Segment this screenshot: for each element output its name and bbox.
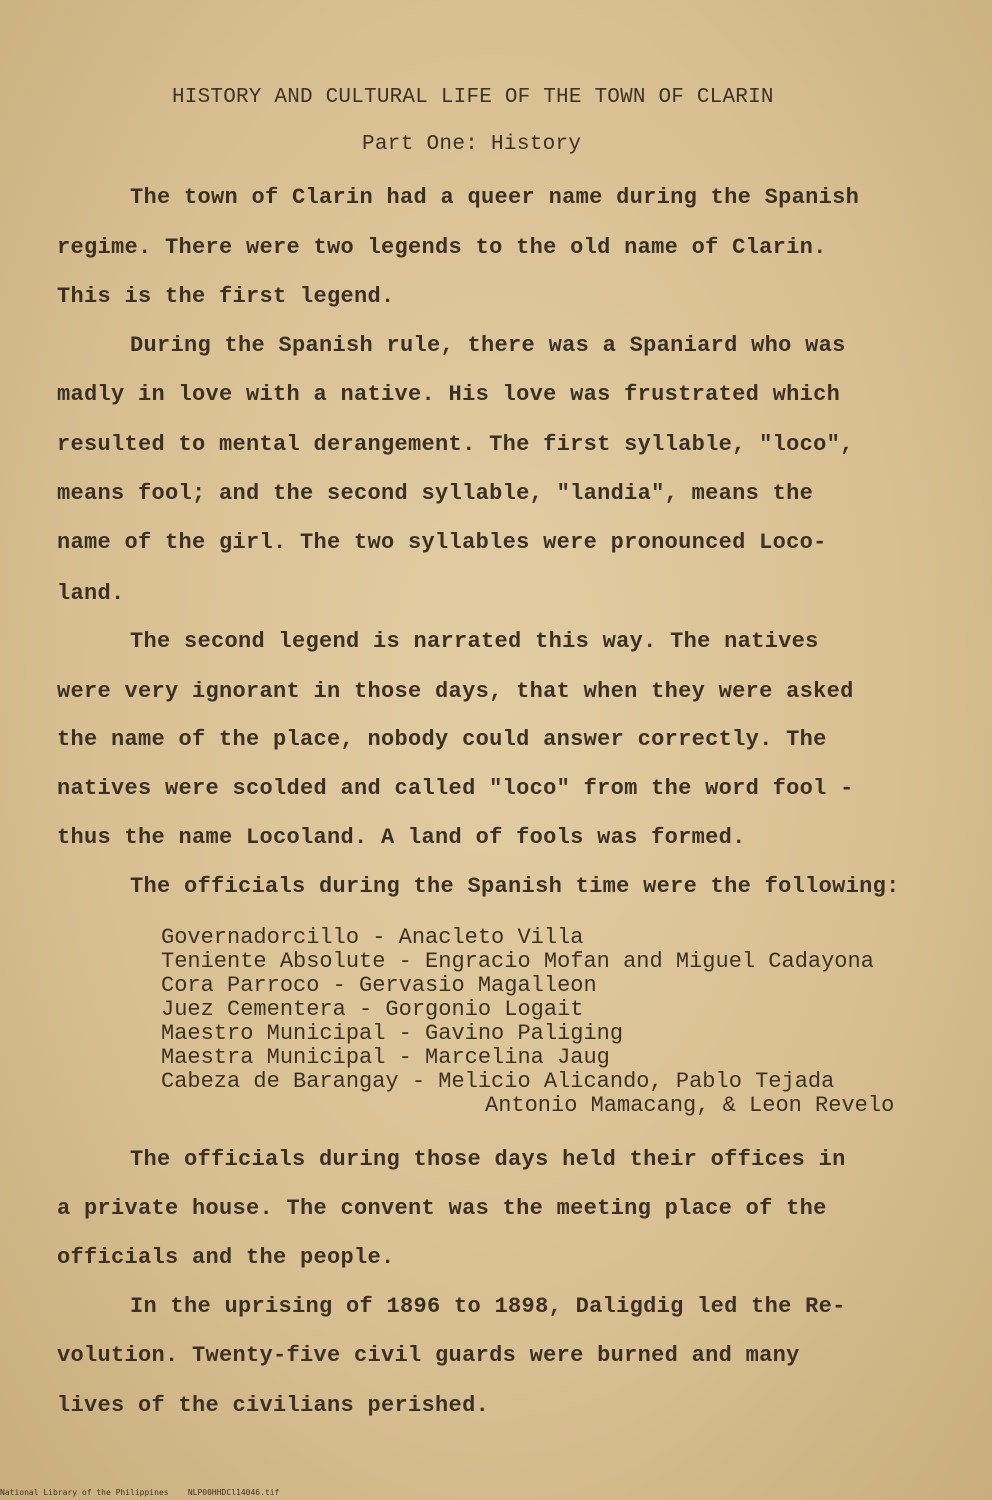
text-line: regime. There were two legends to the old name of Clarin. xyxy=(57,235,827,260)
text-line: officials and the people. xyxy=(57,1245,395,1270)
list-item: Juez Cementera - Gorgonio Logait xyxy=(161,997,584,1022)
text-line: During the Spanish rule, there was a Spaniard who was xyxy=(130,333,846,358)
text-line: name of the girl. The two syllables were pronounced Loco- xyxy=(57,530,827,555)
text-line: were very ignorant in those days, that when they were asked xyxy=(57,679,854,704)
text-line: The town of Clarin had a queer name during the Spanish xyxy=(130,185,860,210)
list-item: Maestra Municipal - Marcelina Jaug xyxy=(161,1045,610,1070)
text-line: thus the name Locoland. A land of fools was formed. xyxy=(57,825,746,850)
list-item: Cora Parroco - Gervasio Magalleon xyxy=(161,973,597,998)
footer-file: NLP00HHDCl14046.tif xyxy=(187,1488,280,1497)
officials-list xyxy=(161,926,894,1118)
text-line: volution. Twenty-five civil guards were burned and many xyxy=(57,1343,800,1368)
text-line: the name of the place, nobody could answer correctly. The xyxy=(57,727,827,752)
list-item: Teniente Absolute - Engracio Mofan and Miguel Cadayona xyxy=(161,949,874,974)
footer-library: National Library of the Philippines xyxy=(0,1488,169,1497)
text-line: The second legend is narrated this way. The natives xyxy=(130,629,819,654)
scan-footer xyxy=(0,1488,279,1497)
list-item: Antonio Mamacang, & Leon Revelo xyxy=(485,1093,895,1118)
text-line: This is the first legend. xyxy=(57,284,395,309)
list-item: Maestro Municipal - Gavino Paliging xyxy=(161,1021,624,1046)
text-line: The officials during the Spanish time were the following: xyxy=(130,874,900,899)
text-line: In the uprising of 1896 to 1898, Daligdig led the Re- xyxy=(130,1294,846,1319)
text-line: lives of the civilians perished. xyxy=(57,1393,490,1418)
text-line: madly in love with a native. His love was frustrated which xyxy=(57,382,841,407)
text-line: The officials during those days held their offices in xyxy=(130,1147,846,1172)
text-line: resulted to mental derangement. The first syllable, "loco", xyxy=(57,432,854,457)
page-title: HISTORY AND CULTURAL LIFE OF THE TOWN OF CLARIN xyxy=(172,86,774,109)
list-item: Governadorcillo - Anacleto Villa xyxy=(161,925,584,950)
text-line: natives were scolded and called "loco" from the word fool - xyxy=(57,776,854,801)
list-item: Cabeza de Barangay - Melicio Alicando, Pablo Tejada xyxy=(161,1069,835,1094)
text-line: a private house. The convent was the meeting place of the xyxy=(57,1196,827,1221)
page-subtitle: Part One: History xyxy=(362,133,582,156)
text-line: means fool; and the second syllable, "landia", means the xyxy=(57,481,814,506)
text-line: land. xyxy=(57,581,125,606)
